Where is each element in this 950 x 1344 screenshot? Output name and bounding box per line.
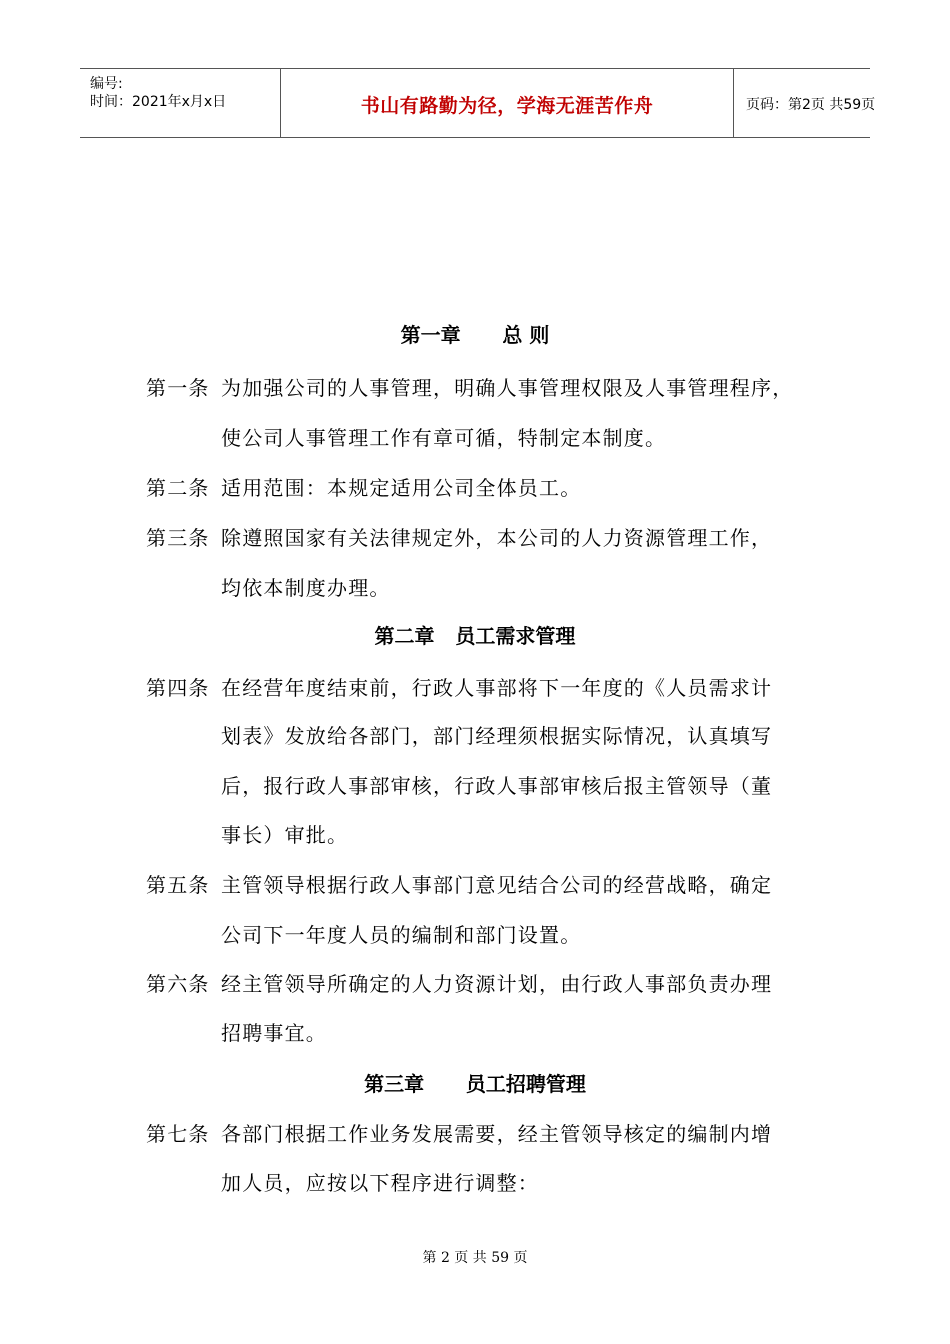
document-date: 时间：2021年x月x日: [90, 94, 227, 110]
article-label: 第二条: [146, 476, 210, 500]
article-label: 第六条: [146, 972, 210, 996]
article-text-line: 在经营年度结束前，行政人事部将下一年度的《人员需求计: [221, 676, 773, 700]
article-text-line: 除遵照国家有关法律规定外，本公司的人力资源管理工作，: [221, 526, 773, 550]
header-page-cell: [734, 69, 876, 137]
article-text-line: 后，报行政人事部审核，行政人事部审核后报主管领导（董: [221, 774, 773, 798]
article-text-line: 适用范围：本规定适用公司全体员工。: [221, 476, 582, 500]
page-footer: 第 2 页 共 59 页: [422, 1250, 528, 1266]
motto-text: 书山有路勤为径，学海无涯苦作舟: [360, 95, 654, 117]
document-number-label: 编号:: [90, 76, 123, 92]
article-text-line: 使公司人事管理工作有章可循，特制定本制度。: [221, 426, 667, 450]
article-text-line: 为加强公司的人事管理，明确人事管理权限及人事管理程序，: [221, 376, 794, 400]
article-text-line: 加人员，应按以下程序进行调整：: [221, 1171, 539, 1195]
article-label: 第一条: [146, 376, 210, 400]
document-header: [80, 68, 876, 138]
article-text-line: 主管领导根据行政人事部门意见结合公司的经营战略，确定: [221, 873, 773, 897]
article-text-line: 均依本制度办理。: [221, 576, 391, 600]
article-text-line: 各部门根据工作业务发展需要，经主管领导核定的编制内增: [221, 1122, 773, 1146]
article-text-line: 事长）审批。: [221, 823, 349, 847]
page-code: 页码：第2页 共59页: [746, 97, 876, 113]
chapter-title: 第三章 员工招聘管理: [364, 1072, 586, 1096]
article-label: 第三条: [146, 526, 210, 550]
article-text-line: 经主管领导所确定的人力资源计划，由行政人事部负责办理: [221, 972, 773, 996]
article-text-line: 招聘事宜。: [221, 1021, 327, 1045]
article-text-line: 划表》发放给各部门，部门经理须根据实际情况，认真填写: [221, 724, 773, 748]
article-label: 第四条: [146, 676, 210, 700]
chapter-title: 第二章 员工需求管理: [374, 624, 576, 648]
article-label: 第七条: [146, 1122, 210, 1146]
header-motto-cell: [280, 69, 734, 137]
article-label: 第五条: [146, 873, 210, 897]
article-text-line: 公司下一年度人员的编制和部门设置。: [221, 923, 582, 947]
chapter-title: 第一章 总 则: [400, 323, 550, 347]
header-info-cell: [80, 69, 280, 137]
